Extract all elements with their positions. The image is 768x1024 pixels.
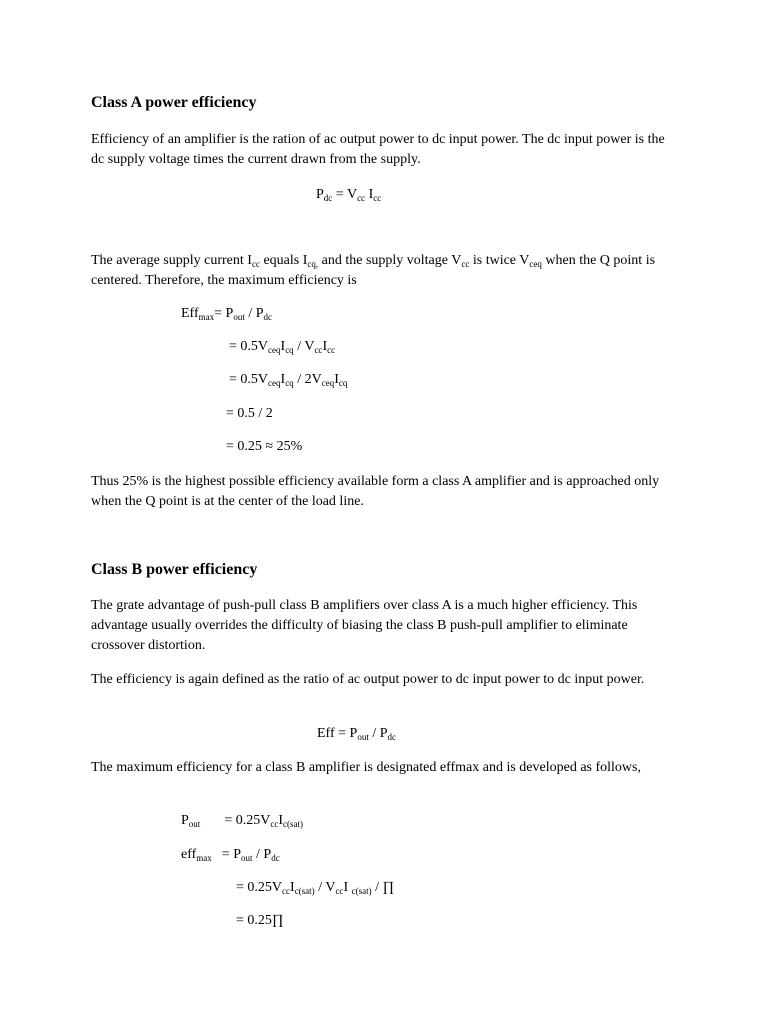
equation-effmax-b-step2: = $0.25V_{cc}I_{c(sat)} / V_{cc}I$ $_{c(sat)}$ / ∏: [236, 880, 395, 896]
paragraph-efficiency-definition: The efficiency is again defined as the ratio of ac output power to dc input power to dc input power.: [91, 672, 645, 687]
paragraph-class-a-intro: Efficiency of an amplifier is the ration of ac output power to dc input power. The dc input power is the dc supply voltage times the current drawn from the supply.: [91, 132, 665, 167]
equation-eff: Eff = $P_{out} / P_{dc}$: [317, 726, 397, 742]
equation-effmax-b-step3: = 0.25∏: [236, 913, 284, 928]
equation-pout: $P_{out} = 0.25V_{cc}I_{c(sat)}$: [181, 813, 303, 829]
heading-class-a: Class A power efficiency: [91, 94, 257, 111]
equation-effmax-b-step1: $eff_{max} = P_{out} / P_{dc}$: [181, 847, 280, 863]
paragraph-supply-current: The average supply current $I_{cc}$ equals $I_{cq,}$ and the supply voltage $V_{cc}$ is twice $V_{ceq}$ when the Q point is centered. Therefore, the maximum efficiency is: [91, 253, 656, 288]
heading-class-b: Class B power efficiency: [91, 561, 258, 578]
equation-effmax-step4: = 0.5 / 2: [226, 406, 273, 421]
equation-effmax-step2: = $0.5V_{ceq}I_{cq} / V_{cc}I_{cc}$: [229, 339, 336, 355]
paragraph-class-b-advantage: The grate advantage of push-pull class B amplifiers over class A is a much higher efficiency. This advantage usually overrides the difficulty of biasing the class B push-pull amplifier to eliminate crossover distortion.: [91, 598, 638, 653]
equation-pdc: $P_{dc} = V_{cc}$ $I_{cc}$: [316, 187, 382, 203]
equation-effmax-step3: = $0.5V_{ceq}I_{cq} / 2V_{ceq}I_{cq}$: [229, 372, 348, 388]
equation-effmax-step5: = 0.25 ≈ 25%: [226, 439, 303, 454]
paragraph-class-a-conclusion: Thus 25% is the highest possible efficiency available form a class A amplifier and is approached only when the Q point is at the center of the load line.: [91, 474, 660, 509]
paragraph-class-b-effmax: The maximum efficiency for a class B amplifier is designated effmax and is developed as follows,: [91, 760, 641, 775]
equation-effmax-step1: $Eff_{max}= P_{out} / P_{dc}$: [181, 306, 273, 322]
